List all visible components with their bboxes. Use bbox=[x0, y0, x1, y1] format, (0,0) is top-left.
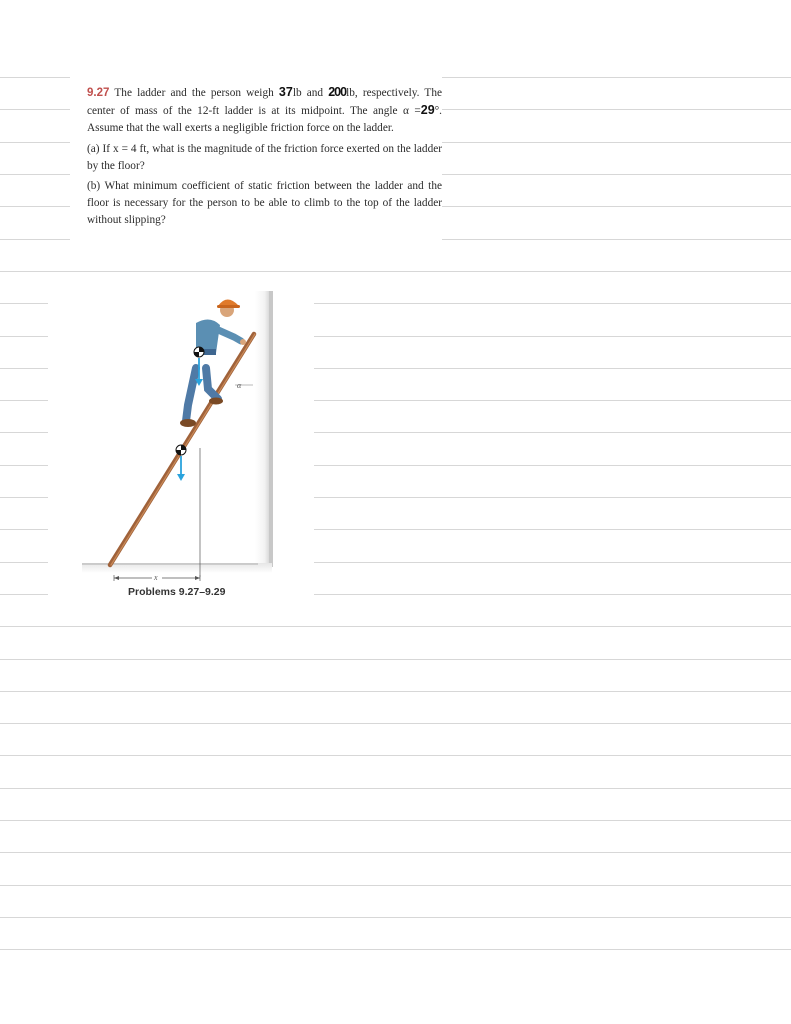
handwritten-person-weight: 200 bbox=[328, 85, 347, 99]
part-a-question: (a) If x = 4 ft, what is the magnitude of the friction force exerted on the ladder by the floor? bbox=[87, 142, 442, 172]
person-center-of-mass bbox=[194, 347, 204, 357]
statement-part-2: lb and bbox=[292, 87, 329, 99]
alpha-label: α bbox=[237, 381, 242, 390]
problem-text bbox=[70, 76, 442, 243]
part-b-question: (b) What minimum coefficient of static friction between the ladder and the floor is necessary for the person to be able to climb to the top of the ladder without slipping? bbox=[87, 180, 442, 227]
problem-number: 9.27 bbox=[87, 87, 110, 99]
statement-part-4: °. Assume that the wall exerts a negligible friction force on the ladder. bbox=[87, 105, 442, 135]
ladder-illustration bbox=[48, 273, 314, 603]
wall bbox=[255, 291, 271, 567]
x-label: x bbox=[154, 573, 158, 582]
statement-part-3: lb, respectively. The center of mass of the 12-ft ladder is at its midpoint. The angle α = bbox=[87, 87, 442, 118]
handwritten-ladder-weight: 37 bbox=[278, 85, 293, 99]
ladder-center-of-mass bbox=[176, 445, 186, 455]
handwritten-angle: 29 bbox=[420, 103, 435, 118]
ladder-figure bbox=[48, 273, 314, 603]
figure-caption: Problems 9.27–9.29 bbox=[128, 586, 226, 598]
statement-part-1: The ladder and the person weigh bbox=[114, 87, 279, 99]
problem-statement bbox=[87, 84, 442, 138]
